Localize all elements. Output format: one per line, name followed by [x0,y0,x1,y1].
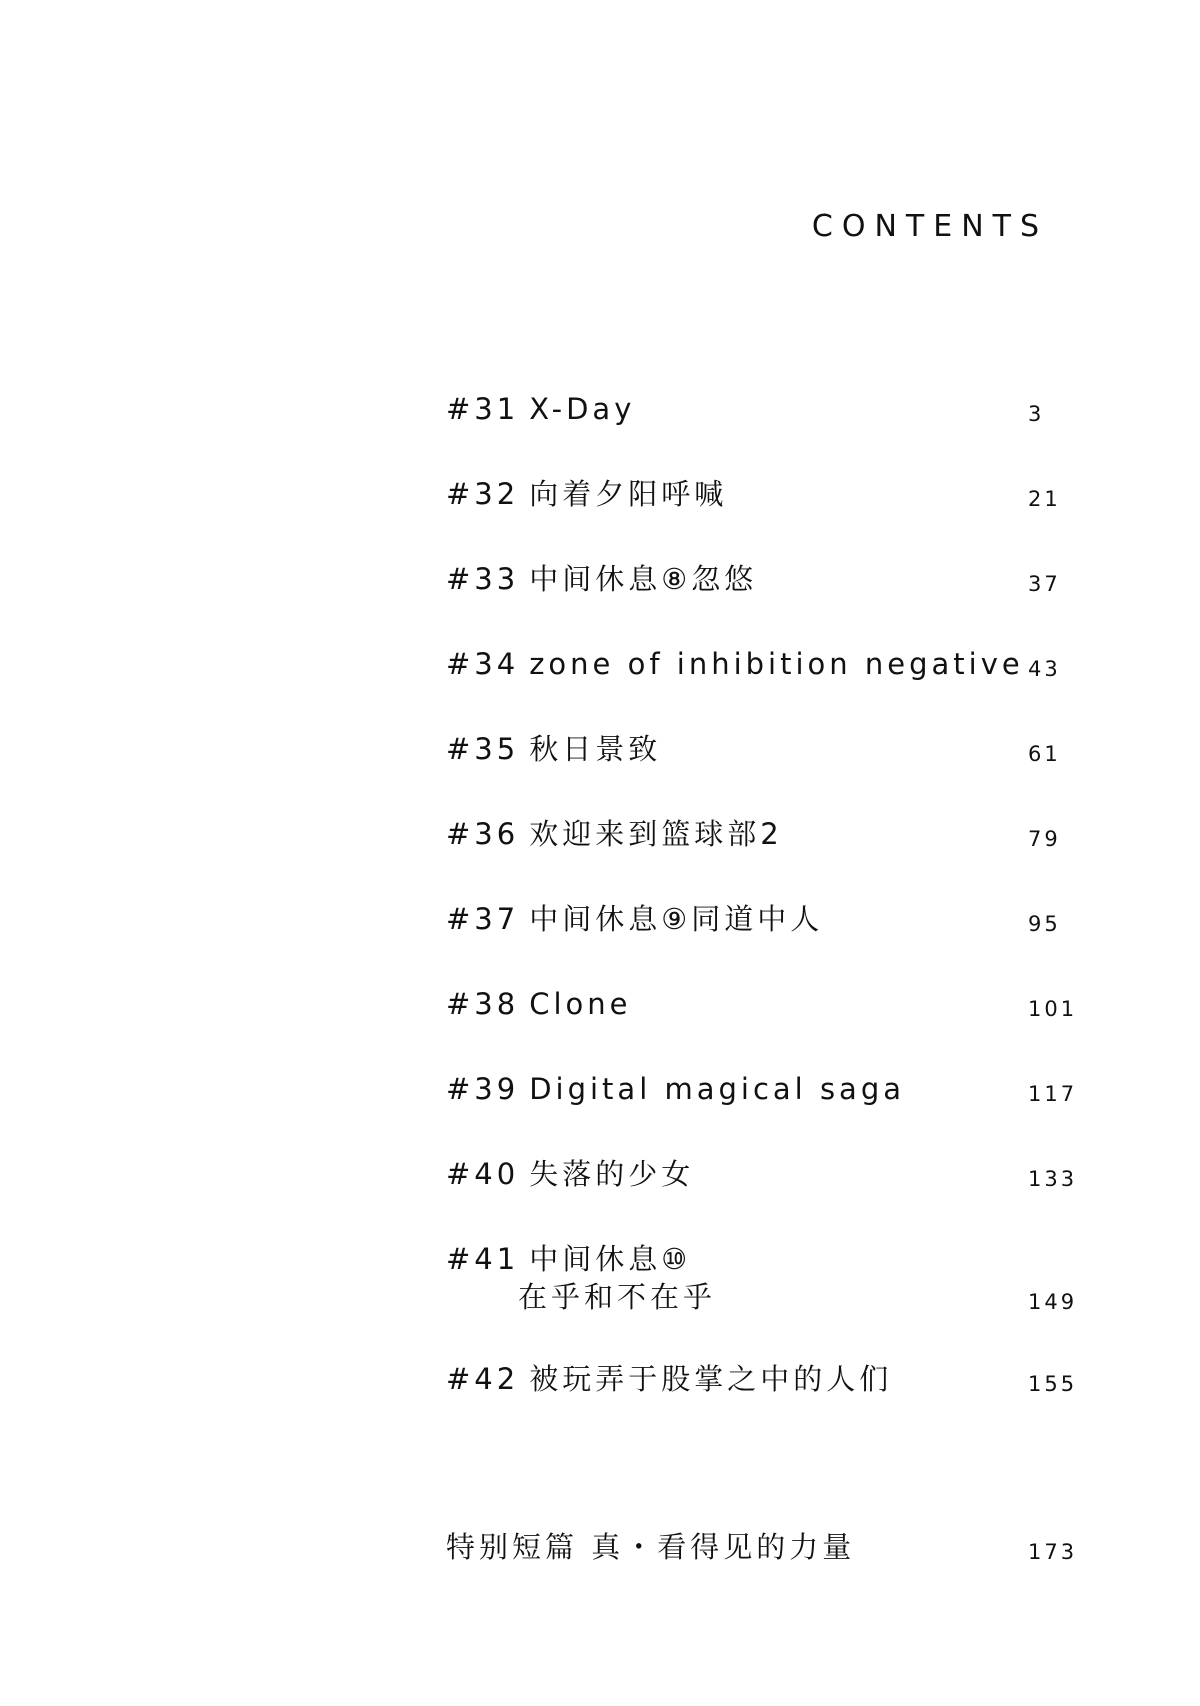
toc-entry-41 [446,1240,1086,1316]
page-number: 95 [1028,912,1061,936]
chapter-title: 中间休息⑨同道中人 [529,902,824,936]
toc-entry-42 [446,1360,1086,1398]
page-number: 79 [1028,827,1061,851]
chapter-number: #39 [446,1072,520,1106]
chapter-number: #34 [446,647,520,681]
page-number: 155 [1028,1372,1078,1396]
chapter-number: #37 [446,902,520,936]
chapter-title: 被玩弄于股掌之中的人们 [529,1362,893,1396]
page-number: 149 [1028,1290,1078,1314]
chapter-title-line-2: 在乎和不在乎 [518,1280,717,1314]
chapter-number: #35 [446,732,520,766]
chapter-title: 秋日景致 [529,732,662,766]
chapter-title: 中间休息⑧忽悠 [529,562,758,596]
page-title: CONTENTS [811,209,1048,244]
chapter-number: #32 [446,477,520,511]
page-number: 43 [1028,657,1061,681]
table-of-contents [446,0,1086,1706]
chapter-number: #42 [446,1362,520,1396]
toc-entry-special [446,1528,1086,1566]
chapter-title: 失落的少女 [529,1157,695,1191]
chapter-title: 中间休息⑩ [529,1242,692,1276]
chapter-number: #33 [446,562,520,596]
page-number: 117 [1028,1082,1078,1106]
toc-entry-31 [446,390,1086,428]
page-number: 133 [1028,1167,1078,1191]
page-number: 101 [1028,997,1078,1021]
toc-entry-36 [446,815,1086,853]
chapter-number: #41 [446,1242,520,1276]
toc-entry-39 [446,1070,1086,1108]
toc-entry-34 [446,645,1086,683]
page-number: 37 [1028,572,1061,596]
page-number: 21 [1028,487,1061,511]
chapter-number: #31 [446,392,520,426]
toc-entry-35 [446,730,1086,768]
toc-entry-32 [446,475,1086,513]
page-number: 61 [1028,742,1061,766]
chapter-title: zone of inhibition negative [529,647,1024,681]
chapter-title: 向着夕阳呼喊 [529,477,728,511]
chapter-title: X-Day [529,392,636,426]
chapter-title: 欢迎来到篮球部2 [529,817,783,851]
toc-entry-37 [446,900,1086,938]
page-number: 173 [1028,1540,1078,1564]
special-title: 特别短篇 真・看得见的力量 [446,1530,856,1564]
chapter-number: #36 [446,817,520,851]
toc-entry-38 [446,985,1086,1023]
toc-entry-33 [446,560,1086,598]
page-number: 3 [1028,402,1045,426]
toc-entry-40 [446,1155,1086,1193]
chapter-title: Digital magical saga [529,1072,906,1106]
chapter-number: #40 [446,1157,520,1191]
chapter-number: #38 [446,987,520,1021]
chapter-title: Clone [529,987,632,1021]
